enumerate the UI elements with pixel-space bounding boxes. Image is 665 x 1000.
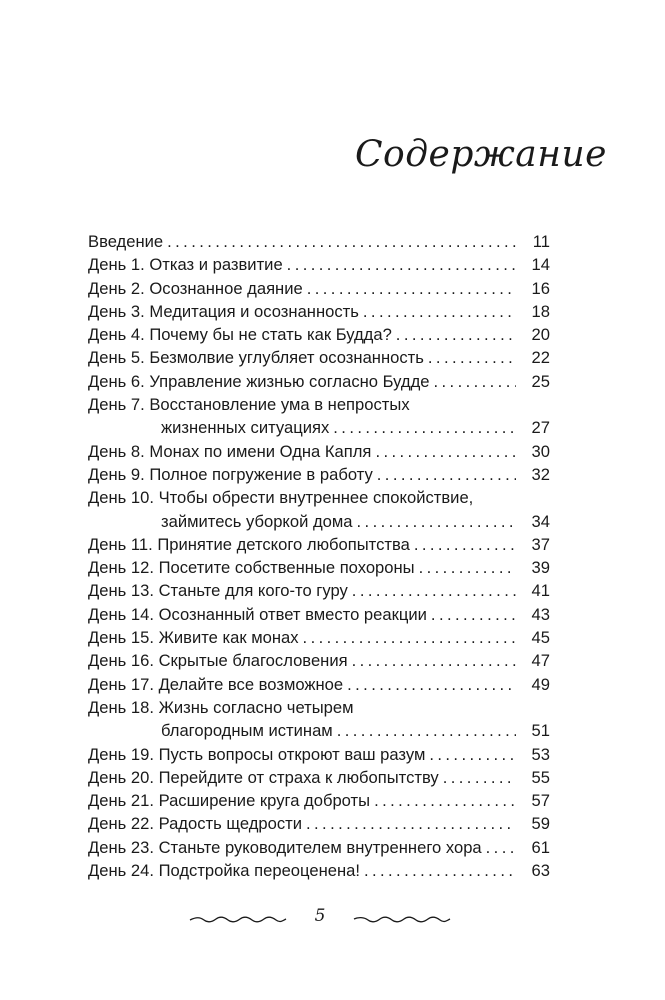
toc-entry-title: День 15. Живите как монах (88, 628, 299, 648)
toc-entry-title: займитесь уборкой дома (161, 511, 353, 531)
toc-page-number: 25 (531, 371, 550, 391)
toc-page-number: 47 (531, 651, 550, 671)
dot-leader (337, 719, 516, 742)
toc-entry-title: День 3. Медитация и осознанность (88, 301, 359, 321)
dot-leader (431, 603, 516, 626)
dot-leader (396, 323, 516, 346)
toc-entry[interactable] (88, 300, 550, 323)
right-ornament-icon (352, 914, 452, 924)
toc-entry[interactable] (88, 579, 550, 602)
toc-entry-title: День 20. Перейдите от страха к любопытству (88, 767, 439, 787)
toc-page-number: 30 (531, 441, 550, 461)
toc-page-number: 41 (531, 581, 550, 601)
toc-entry[interactable] (88, 836, 550, 859)
toc-entry[interactable] (88, 370, 550, 393)
toc-entry[interactable] (88, 673, 550, 696)
toc-entry-title: жизненных ситуациях (161, 418, 330, 438)
toc-page-number: 49 (531, 674, 550, 694)
toc-page-number: 20 (531, 325, 550, 345)
toc-entry-title: Введение (88, 232, 164, 251)
toc-page-number: 34 (531, 511, 550, 531)
toc-entry[interactable] (88, 626, 550, 649)
toc-entry[interactable] (88, 603, 550, 626)
toc-entry-title: День 8. Монах по имени Одна Капля (88, 441, 372, 461)
toc-entry-title: День 18. Жизнь согласно четырем (88, 697, 354, 717)
toc-page-number: 59 (531, 814, 550, 834)
dot-leader (374, 789, 516, 812)
toc-entry[interactable] (88, 253, 550, 276)
dot-leader (434, 370, 516, 393)
toc-page-number: 53 (531, 744, 550, 764)
toc-entry[interactable] (88, 766, 550, 789)
toc-entry-title: День 16. Скрытые благословения (88, 651, 348, 671)
dot-leader (443, 766, 516, 789)
toc-page-number: 16 (531, 278, 550, 298)
toc-page-number: 43 (531, 604, 550, 624)
toc-entry[interactable] (88, 556, 550, 579)
dot-leader (352, 579, 516, 602)
toc-entry[interactable] (88, 486, 550, 533)
toc-page-number: 11 (532, 232, 550, 251)
toc-entry[interactable] (88, 346, 550, 369)
toc-entry-title: День 6. Управление жизнью согласно Будде (88, 371, 430, 391)
toc-page-number: 39 (531, 558, 550, 578)
dot-leader (287, 253, 516, 276)
toc-page-number: 61 (531, 837, 550, 857)
dot-leader (419, 556, 516, 579)
toc-entry-title: День 17. Делайте все возможное (88, 674, 344, 694)
toc-page-number: 14 (531, 255, 550, 275)
toc-entry-title: День 14. Осознанный ответ вместо реакции (88, 604, 427, 624)
dot-leader (307, 277, 516, 300)
toc-entry-title: благородным истинам (161, 721, 333, 741)
dot-leader (363, 300, 516, 323)
toc-entry-title: День 2. Осознанное даяние (88, 278, 303, 298)
toc-entry-title: День 12. Посетите собственные похороны (88, 558, 415, 578)
toc-entry-title: День 9. Полное погружение в работу (88, 464, 373, 484)
toc-page-number: 32 (531, 464, 550, 484)
dot-leader (167, 230, 516, 253)
toc-entry-title: День 19. Пусть вопросы откроют ваш разум (88, 744, 426, 764)
page-number: 5 (314, 906, 326, 926)
toc-entry-title: День 13. Станьте для кого-то гуру (88, 581, 348, 601)
toc-entry[interactable] (88, 230, 550, 253)
dot-leader (357, 510, 516, 533)
dot-leader (429, 743, 516, 766)
toc-entry[interactable] (88, 440, 550, 463)
toc-entry[interactable] (88, 789, 550, 812)
toc-page-number: 22 (531, 348, 550, 368)
toc-entry[interactable] (88, 323, 550, 346)
dot-leader (333, 416, 516, 439)
toc-entry-title: День 7. Восстановление ума в непростых (88, 395, 410, 415)
table-of-contents (88, 230, 550, 882)
toc-entry-title: День 22. Радость щедрости (88, 814, 303, 834)
toc-entry-title: День 10. Чтобы обрести внутреннее спокойствие, (88, 488, 474, 508)
dot-leader (303, 626, 516, 649)
toc-page-number: 57 (531, 791, 550, 811)
toc-page-number: 37 (531, 534, 550, 554)
toc-entry-title: День 23. Станьте руководителем внутреннего хора (88, 837, 482, 857)
toc-page-number: 27 (531, 418, 550, 438)
dot-leader (428, 346, 516, 369)
dot-leader (414, 533, 516, 556)
dot-leader (364, 859, 516, 882)
toc-entry[interactable] (88, 463, 550, 486)
toc-entry-title: День 5. Безмолвие углубляет осознанность (88, 348, 424, 368)
dot-leader (306, 812, 516, 835)
toc-page-number: 51 (531, 721, 550, 741)
toc-entry-title: День 11. Принятие детского любопытства (88, 534, 410, 554)
toc-entry[interactable] (88, 649, 550, 672)
toc-entry[interactable] (88, 859, 550, 882)
toc-entry-title: День 24. Подстройка переоценена! (88, 861, 360, 881)
toc-entry[interactable] (88, 533, 550, 556)
toc-entry-title: День 21. Расширение круга доброты (88, 791, 371, 811)
toc-page-number: 55 (531, 767, 550, 787)
toc-entry[interactable] (88, 696, 550, 743)
page-title: Содержание (355, 134, 607, 175)
toc-entry[interactable] (88, 277, 550, 300)
toc-entry[interactable] (88, 812, 550, 835)
toc-page-number: 63 (531, 861, 550, 881)
dot-leader (352, 649, 516, 672)
toc-page-number: 45 (531, 628, 550, 648)
toc-entry-title: День 1. Отказ и развитие (88, 255, 283, 275)
toc-entry-title: День 4. Почему бы не стать как Будда? (88, 325, 392, 345)
toc-entry[interactable] (88, 393, 550, 440)
dot-leader (377, 463, 516, 486)
left-ornament-icon (188, 914, 288, 924)
toc-entry[interactable] (88, 743, 550, 766)
dot-leader (347, 673, 516, 696)
page-footer (0, 904, 665, 934)
dot-leader (486, 836, 516, 859)
dot-leader (375, 440, 516, 463)
toc-page-number: 18 (531, 301, 550, 321)
